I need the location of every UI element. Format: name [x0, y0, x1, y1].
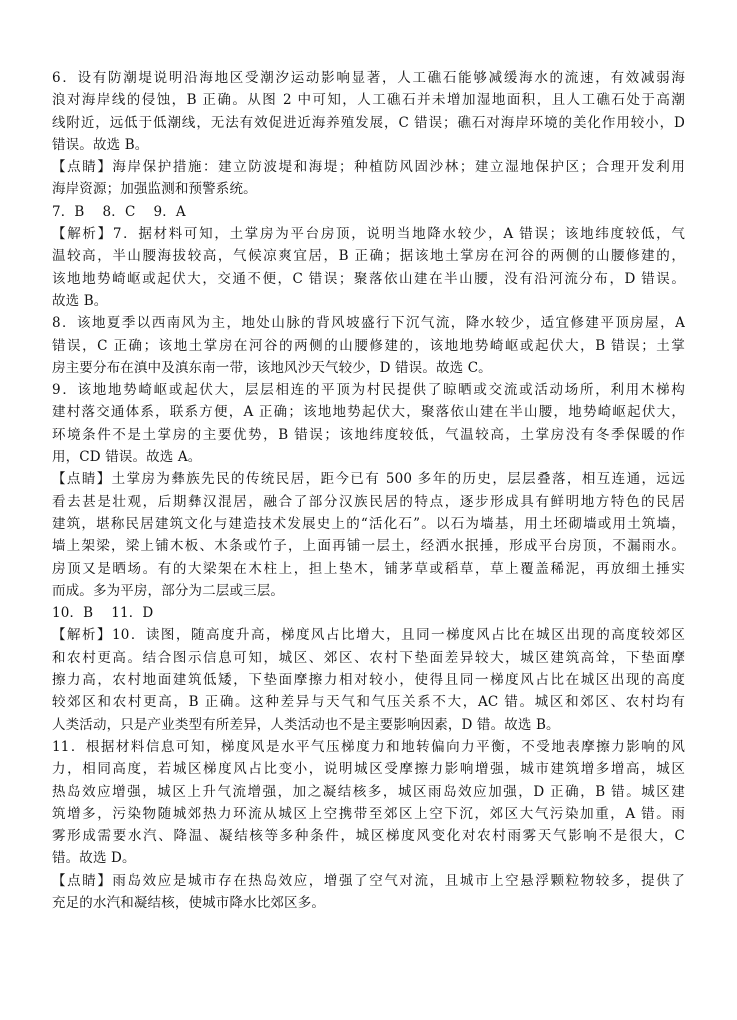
analysis-11-line-2: 力，相同高度，若城区梯度风占比变小，说明城区受摩擦力影响增强，城市建筑增多增高，城区 — [52, 761, 685, 778]
analysis-10-line-3: 擦力高，农村地面建筑低矮，下垫面摩擦力相对较小，使得且同一梯度风占比在城区出现的高度 — [52, 672, 685, 689]
analysis-9-line-3: 环境条件不是土掌房的主要优势，B 错误；该地纬度较低，气温较高，土掌房没有冬季保暖的作 — [52, 426, 685, 443]
key-point-2-line-4: 墙上架梁，梁上铺木板、木条或竹子，上面再铺一层土，经洒水抿捶，形成平台房顶，不漏雨水。 — [52, 538, 685, 555]
answer-6-line-1: 6．设有防潮堤说明沿海地区受潮汐运动影响显著，人工礁石能够减缓海水的流速，有效减弱海 — [52, 70, 685, 86]
analysis-11-line-5: 雾形成需要水汽、降温、凝结核等多种条件，城区梯度风变化对农村雨雾天气影响不是很大，C — [52, 828, 685, 845]
key-point-2-line-3: 建筑，堪称民居建筑文化与建造技术发展史上的“活化石”。以石为墙基，用土坯砌墙或用土筑墙， — [52, 515, 685, 532]
analysis-9-line-1: 9．该地地势崎岖或起伏大，层层相连的平顶为村民提供了晾晒或交流或活动场所，利用木梯构 — [52, 382, 685, 399]
answers-7-9: 7．B 8．C 9．A — [52, 203, 186, 220]
answer-6-line-4: 错误。故选 B。 — [52, 136, 149, 153]
analysis-7-line-4: 故选 B。 — [52, 292, 108, 309]
key-point-2-line-5: 房顶又是晒场。有的大梁架在木柱上，担上垫木，铺茅草或稻草，草上覆盖稀泥，再放细土捶实 — [52, 560, 685, 577]
key-point-2-line-6: 而成。多为平房，部分为二层或三层。 — [52, 582, 285, 599]
key-point-line-2: 海岸资源；加强监测和预警系统。 — [52, 181, 257, 198]
analysis-8-line-1: 8．该地夏季以西南风为主，地处山脉的背风坡盛行下沉气流，降水较少，适宜修建平顶房屋，A — [52, 315, 685, 332]
key-point-3-line-1: 【点睛】雨岛效应是城市存在热岛效应，增强了空气对流，且城市上空悬浮颗粒物较多，提供了 — [52, 872, 685, 889]
analysis-11-line-3: 热岛效应增强，城区上升气流增强，加之凝结核多，城区雨岛效应加强，D 正确，B 错。城区建 — [52, 783, 685, 800]
analysis-11-line-1: 11．根据材料信息可知，梯度风是水平气压梯度力和地转偏向力平衡，不受地表摩擦力影响的风 — [52, 738, 685, 755]
analysis-9-line-2: 建村落交通体系，联系方便，A 正确；该地地势起伏大，聚落依山建在半山腰，地势崎岖起伏大， — [52, 404, 685, 421]
key-point-line-1: 【点睛】海岸保护措施：建立防波堤和海堤；种植防风固沙林；建立湿地保护区；合理开发利用 — [52, 159, 685, 176]
analysis-7-line-2: 温较高，半山腰海拔较高，气候凉爽宜居，B 正确；据该地土掌房在河谷的两侧的山腰修建的， — [52, 248, 685, 265]
analysis-10-line-4: 较郊区和农村更高，B 正确。这种差异与天气和气压关系不大，AC 错。城区和郊区、农村均有 — [52, 694, 685, 711]
analysis-8-line-2: 错误，C 正确；该地土掌房在河谷的两侧的山腰修建的，该地地势崎岖或起伏大，B 错误；土掌 — [52, 337, 685, 354]
answers-10-11: 10．B 11．D — [52, 605, 154, 622]
analysis-10-line-5: 人类活动，只是产业类型有所差异，人类活动也不是主要影响因素，D 错。故选 B。 — [52, 716, 560, 733]
analysis-10-line-2: 和农村更高。结合图示信息可知，城区、郊区、农村下垫面差异较大，城区建筑高耸，下垫面摩 — [52, 649, 685, 666]
key-point-2-line-1: 【点睛】土掌房为彝族先民的传统民居，距今已有 500 多年的历史，层层叠落，相互连通，远远 — [52, 471, 685, 488]
analysis-11-line-4: 筑增多，污染物随城郊热力环流从城区上空携带至郊区上空下沉，郊区大气污染加重，A 错。雨 — [52, 805, 685, 822]
analysis-8-line-3: 房主要分布在滇中及滇东南一带，该地风沙天气较少，D 错误。故选 C。 — [52, 359, 492, 376]
key-point-3-line-2: 充足的水汽和凝结核，使城市降水比郊区多。 — [52, 894, 325, 911]
analysis-10-line-1: 【解析】10．读图，随高度升高，梯度风占比增大，且同一梯度风占比在城区出现的高度较郊区 — [52, 627, 685, 644]
answer-6-line-2: 浪对海岸线的侵蚀，B 正确。从图 2 中可知，人工礁石并未增加湿地面积，且人工礁石处于高潮 — [52, 92, 685, 109]
analysis-9-line-4: 用，CD 错误。故选 A。 — [52, 449, 202, 466]
key-point-2-line-2: 看去甚是壮观，后期彝汉混居，融合了部分汉族民居的特点，逐步形成具有鲜明地方特色的民居 — [52, 493, 685, 510]
analysis-7-line-1: 【解析】7．据材料可知，土掌房为平台房顶，说明当地降水较少，A 错误；该地纬度较低，气 — [52, 226, 685, 243]
analysis-7-line-3: 该地地势崎岖或起伏大，交通不便，C 错误；聚落依山建在半山腰，没有沿河流分布，D 错误。 — [52, 270, 685, 287]
analysis-11-line-6: 错。故选 D。 — [52, 850, 136, 867]
answer-6-line-3: 线附近，远低于低潮线，无法有效促进近海养殖发展，C 错误；礁石对海岸环境的美化作用较小，D — [52, 114, 685, 131]
